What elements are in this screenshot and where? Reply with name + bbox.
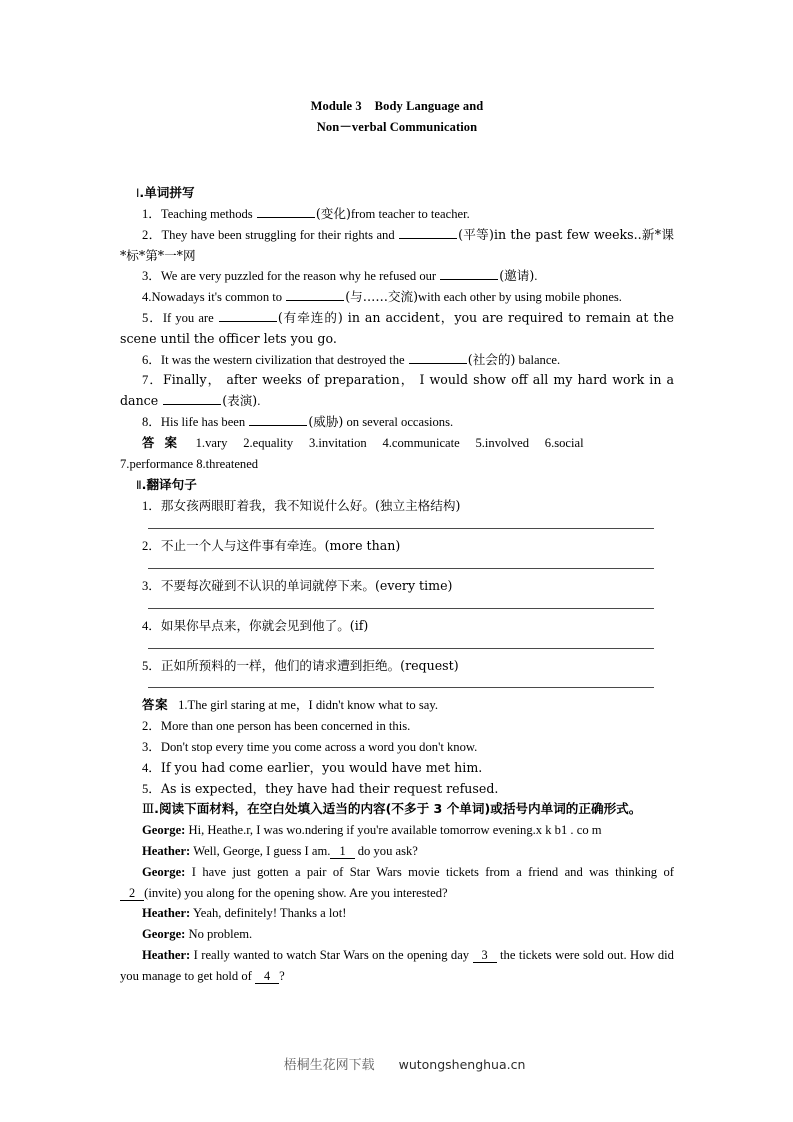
spelling-item-4: [120, 287, 674, 308]
fill-blank[interactable]: [409, 352, 467, 363]
dialogue-line-1: [120, 820, 674, 841]
title-line-1: Module 3 Body Language and: [310, 99, 484, 113]
item-text-after: on several occasions.: [343, 414, 454, 429]
footer-site-url[interactable]: wutongshenghua.cn: [398, 1057, 526, 1072]
speaker-name: George:: [142, 864, 186, 879]
answer-write-line[interactable]: [148, 687, 654, 688]
section-1-heading-label: .单词拼写: [139, 185, 195, 200]
item-text-after: balance.: [515, 352, 561, 367]
section-2-heading: [120, 474, 674, 496]
item-text-before: Finally， after weeks of preparation， I would show off all my hard work in a dance: [120, 372, 674, 409]
item-text-before: We are very puzzled for the reason why he refused our: [160, 269, 440, 284]
answer-spacer: [169, 698, 178, 712]
item-number: 5．: [142, 781, 161, 796]
item-hint: (有牵连的): [277, 309, 343, 325]
item-hint: (表演): [222, 393, 258, 409]
spelling-item-5: [120, 308, 674, 350]
section-2-answer-1: [120, 695, 674, 716]
section-1-heading: [120, 182, 674, 204]
fill-blank[interactable]: [163, 394, 221, 405]
item-text-after: in the past few weeks..新*课*标*第*一*网: [120, 226, 674, 263]
dialogue-text: Yeah, definitely! Thanks a lot!: [192, 906, 347, 921]
footer-gap: [375, 1056, 399, 1073]
item-number: 4.: [142, 290, 152, 305]
dialogue-line-6: [120, 945, 674, 987]
item-text: 正如所预料的一样，他们的请求遭到拒绝。(request): [160, 657, 459, 673]
answer-text: More than one person has been concerned in this.: [160, 719, 411, 734]
item-text-before: Nowadays it's common to: [151, 290, 286, 305]
section-2-roman: Ⅱ: [136, 478, 142, 493]
section-2-answer-4: [120, 758, 674, 779]
answer-item: 2.equality: [243, 435, 294, 450]
item-text: 那女孩两眼盯着我，我不知说什么好。(独立主格结构): [160, 498, 461, 514]
item-text-before: They have been struggling for their rights and: [161, 227, 399, 242]
item-text-after: from teacher to teacher.: [350, 207, 470, 221]
numbered-blank-3[interactable]: 3: [473, 948, 497, 963]
fill-blank[interactable]: [257, 207, 315, 218]
spelling-item-3: [120, 266, 674, 287]
translate-item-5: [120, 656, 674, 677]
document-content: [120, 96, 674, 987]
dialogue-text-after: do you ask?: [354, 843, 418, 858]
item-hint: (变化): [315, 206, 351, 221]
answer-item: 5.involved: [475, 435, 530, 450]
item-text-after: in an accident，you are required to remain at the scene until the officer lets you go.: [120, 309, 675, 346]
item-hint: (平等): [458, 226, 494, 242]
answer-label: 答案: [142, 698, 169, 713]
section-3-heading: [120, 799, 674, 820]
title-spacer: [120, 138, 674, 182]
spelling-item-2: [120, 225, 674, 267]
item-number: 8．: [142, 414, 161, 429]
section-3-roman: Ⅲ: [142, 802, 155, 817]
spelling-item-6: [120, 350, 674, 371]
dialogue-line-4: [120, 903, 674, 924]
section-1-answers-line-2: 7.performance 8.threatened: [120, 456, 259, 471]
item-hint: (社会的): [467, 351, 516, 367]
fill-blank[interactable]: [249, 415, 307, 426]
item-text-before: If you are: [162, 310, 218, 325]
answer-write-line[interactable]: [148, 568, 654, 569]
item-text-before: Teaching methods: [160, 207, 256, 221]
dialogue-text: I have just gotten a pair of Star Wars movie tickets from a friend and was thinking of: [191, 864, 674, 879]
answer-gap: [293, 436, 309, 450]
dialogue-text: I really wanted to watch Star Wars on the opening day: [193, 947, 473, 962]
item-text-after: .: [534, 269, 538, 284]
item-number: 7．: [142, 373, 164, 388]
answer-gap: [367, 436, 383, 450]
dialogue-text: Hi, Heathe.r, I was wo.ndering if you're available tomorrow evening.x k b1 . co m: [188, 823, 602, 838]
item-text: 如果你早点来，你就会见到他了。(if): [160, 617, 369, 633]
page-footer: [0, 1036, 793, 1092]
speaker-name: Heather:: [142, 906, 191, 921]
answer-gap: [529, 436, 545, 450]
answer-gap: [227, 436, 243, 450]
dialogue-text-after: (invite) you along for the opening show. Are you interested?: [144, 885, 448, 900]
spelling-item-1: [120, 204, 674, 225]
section-2-answer-5: [120, 779, 674, 800]
dialogue-text-after-2: ?: [279, 968, 285, 983]
dialogue-text: No problem.: [188, 927, 253, 942]
item-number: 4．: [142, 618, 161, 633]
answer-text: If you had come earlier，you would have met him.: [160, 759, 483, 775]
fill-blank[interactable]: [286, 290, 344, 301]
fill-blank[interactable]: [399, 227, 457, 238]
answer-text: Don't stop every time you come across a word you don't know.: [160, 739, 478, 754]
item-number: 3．: [142, 578, 161, 593]
dialogue-line-3: [120, 862, 674, 904]
item-text-before: It was the western civilization that destroyed the: [160, 352, 408, 367]
item-number: 5．: [142, 310, 163, 325]
item-number: 6．: [142, 352, 161, 367]
item-hint: (邀请): [499, 268, 535, 284]
numbered-blank-1[interactable]: 1: [330, 844, 354, 859]
speaker-name: Heather:: [142, 947, 191, 962]
item-text: 不止一个人与这件事有牵连。(more than): [160, 538, 401, 554]
answer-write-line[interactable]: [148, 528, 654, 529]
item-number: 2．: [142, 719, 161, 734]
fill-blank[interactable]: [440, 269, 498, 280]
page-title: [120, 96, 674, 138]
translate-item-2: [120, 536, 674, 557]
item-number: 4．: [142, 760, 161, 775]
answer-write-line[interactable]: [148, 608, 654, 609]
numbered-blank-4[interactable]: 4: [255, 969, 279, 984]
answer-item: 6.social: [544, 435, 584, 450]
answer-write-line[interactable]: [148, 648, 654, 649]
numbered-blank-2[interactable]: 2: [120, 886, 144, 901]
translate-item-3: [120, 576, 674, 597]
dialogue-text: Well, George, I guess I am.: [193, 843, 331, 858]
speaker-name: George:: [142, 823, 186, 838]
item-number: 3．: [142, 269, 161, 284]
dialogue-text-after: the tickets were sold out. How did you manage to get hold of: [120, 947, 674, 983]
item-number: 1．: [142, 207, 161, 221]
item-text-after: .: [257, 394, 261, 409]
item-number: 2．: [142, 227, 162, 242]
dialogue-line-5: [120, 924, 674, 945]
section-2-answer-3: [120, 737, 674, 758]
item-number: 5．: [142, 658, 161, 673]
section-2-answer-2: [120, 716, 674, 737]
section-1-answers-line-1: [120, 433, 674, 454]
speaker-name: George:: [142, 927, 186, 942]
answer-spacer: [180, 436, 196, 450]
spelling-item-7: [120, 370, 674, 412]
item-hint: (威胁): [308, 413, 344, 429]
translate-item-1: [120, 496, 674, 517]
answer-item: 3.invitation: [308, 435, 367, 450]
section-1-roman: Ⅰ: [136, 186, 140, 200]
dialogue-line-2: [120, 841, 674, 862]
fill-blank[interactable]: [219, 311, 277, 322]
answer-text: 1.The girl staring at me，I didn't know what to say.: [178, 698, 438, 713]
answer-gap: [460, 436, 476, 450]
answer-label: 答 案: [142, 435, 180, 450]
answer-item: 4.communicate: [382, 435, 460, 450]
title-line-2: Non－verbal Communication: [316, 120, 478, 134]
answer-item: 1.vary: [195, 435, 228, 450]
translate-item-4: [120, 616, 674, 637]
speaker-name: Heather:: [142, 843, 191, 858]
answer-text: As is expected，they have had their request refused.: [160, 780, 499, 796]
footer-site-name: 梧桐生花网下载: [283, 1058, 375, 1073]
item-number: 1．: [142, 499, 161, 514]
spelling-item-8: [120, 412, 674, 433]
item-hint: (与……交流): [345, 289, 419, 305]
section-2-heading-label: .翻译句子: [141, 477, 197, 493]
item-text: 不要每次碰到不认识的单词就停下来。(every time): [160, 577, 453, 593]
item-number: 2．: [142, 539, 161, 554]
item-number: 3．: [142, 739, 161, 754]
item-text-after: with each other by using mobile phones.: [418, 290, 622, 305]
section-3-heading-label: .阅读下面材料，在空白处填入适当的内容(不多于 3 个单词)或括号内单词的正确形式。: [154, 801, 642, 817]
item-text-before: His life has been: [160, 414, 249, 429]
